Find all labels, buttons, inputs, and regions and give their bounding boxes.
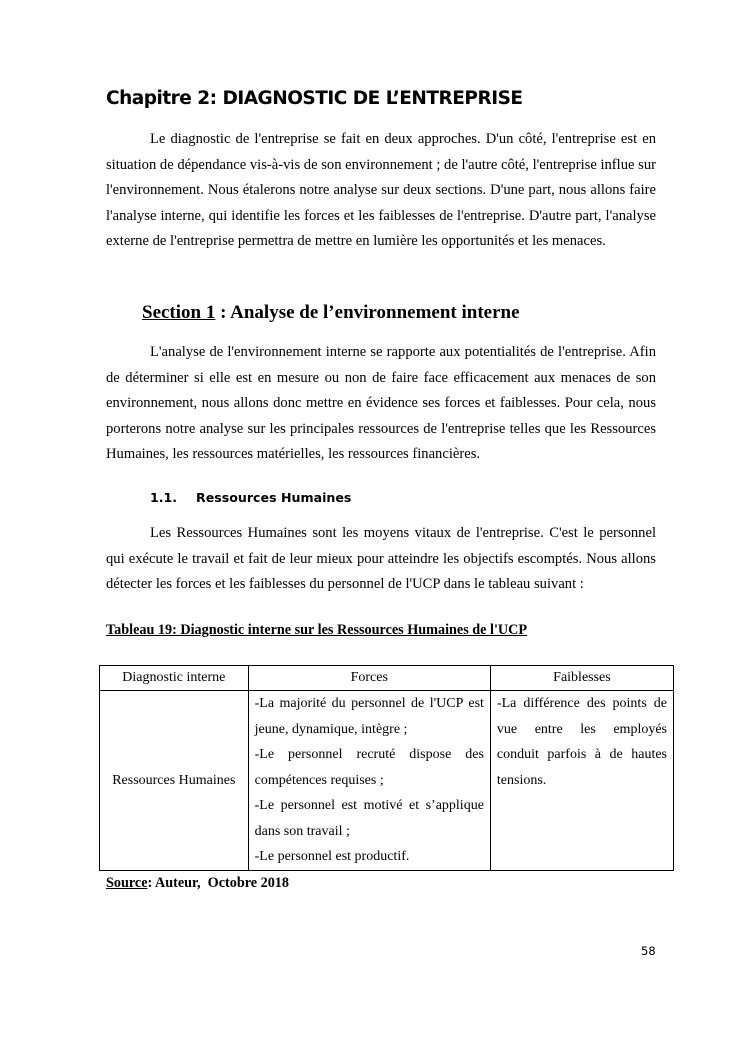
section-title <box>142 302 520 324</box>
table-row <box>100 691 674 871</box>
forces-item: -Le personnel recruté dispose des compétences requises ; <box>254 747 484 788</box>
forces-cell <box>248 691 490 871</box>
source-label: Source <box>106 875 148 891</box>
faiblesses-item: -La différence des points de vue entre les employés conduit parfois à de hautes tensions. <box>496 696 667 788</box>
chapter-intro-paragraph: Le diagnostic de l'entreprise se fait en deux approches. D'un côté, l'entreprise est en situation de dépendance vis-à-vis de son environnement ; de l'autre côté, l'entreprise influe sur l'environnement. Nous étalerons notre analyse sur deux sections. D'une part, nous allons faire l'analyse interne, qui identifie les forces et les faiblesses de l'entreprise. D'autre part, l'analyse externe de l'entreprise permettra de mettre en lumière les opportunités et les menaces. <box>106 131 656 250</box>
source-text: : Auteur, Octobre 2018 <box>147 875 289 891</box>
page-number: 58 <box>641 944 656 958</box>
forces-item: -La majorité du personnel de l'UCP est jeune, dynamique, intègre ; <box>254 696 484 737</box>
section-label: Section 1 <box>142 302 216 323</box>
section-title-text: : Analyse de l’environnement interne <box>215 302 520 323</box>
diagnostic-table <box>99 665 674 871</box>
forces-item: -Le personnel est productif. <box>254 849 410 864</box>
table-source <box>106 875 289 892</box>
subsection-title-text: Ressources Humaines <box>196 490 352 505</box>
faiblesses-cell <box>490 691 673 871</box>
row-label-cell: Ressources Humaines <box>100 691 249 871</box>
subsection-paragraph: Les Ressources Humaines sont les moyens vitaux de l'entreprise. C'est le personnel qui exécute le travail et fait de leur mieux pour atteindre les objectifs escomptés. Nous allons détecter les forces et les faiblesses du personnel de l'UCP dans le tableau suivant : <box>106 525 656 593</box>
chapter-title: Chapitre 2: DIAGNOSTIC DE L’ENTREPRISE <box>106 88 523 109</box>
subsection-number: 1.1. <box>150 490 178 505</box>
table-header-cell: Forces <box>248 666 490 691</box>
table-header-cell: Diagnostic interne <box>100 666 249 691</box>
forces-item: -Le personnel est motivé et s’applique dans son travail ; <box>254 798 484 839</box>
table-header-row <box>100 666 674 691</box>
table-caption: Tableau 19: Diagnostic interne sur les Ressources Humaines de l'UCP <box>106 622 528 638</box>
table-header-cell: Faiblesses <box>490 666 673 691</box>
subsection-title <box>150 490 351 505</box>
section-intro-paragraph: L'analyse de l'environnement interne se rapporte aux potentialités de l'entreprise. Afin de déterminer si elle est en mesure ou non de faire face efficacement aux menaces de son environnement, nous allons donc mettre en évidence ses forces et faiblesses. Pour cela, nous porterons notre analyse sur les principales ressources de l'entreprise telles que les Ressources Humaines, les ressources matérielles, les ressources financières. <box>106 344 656 463</box>
